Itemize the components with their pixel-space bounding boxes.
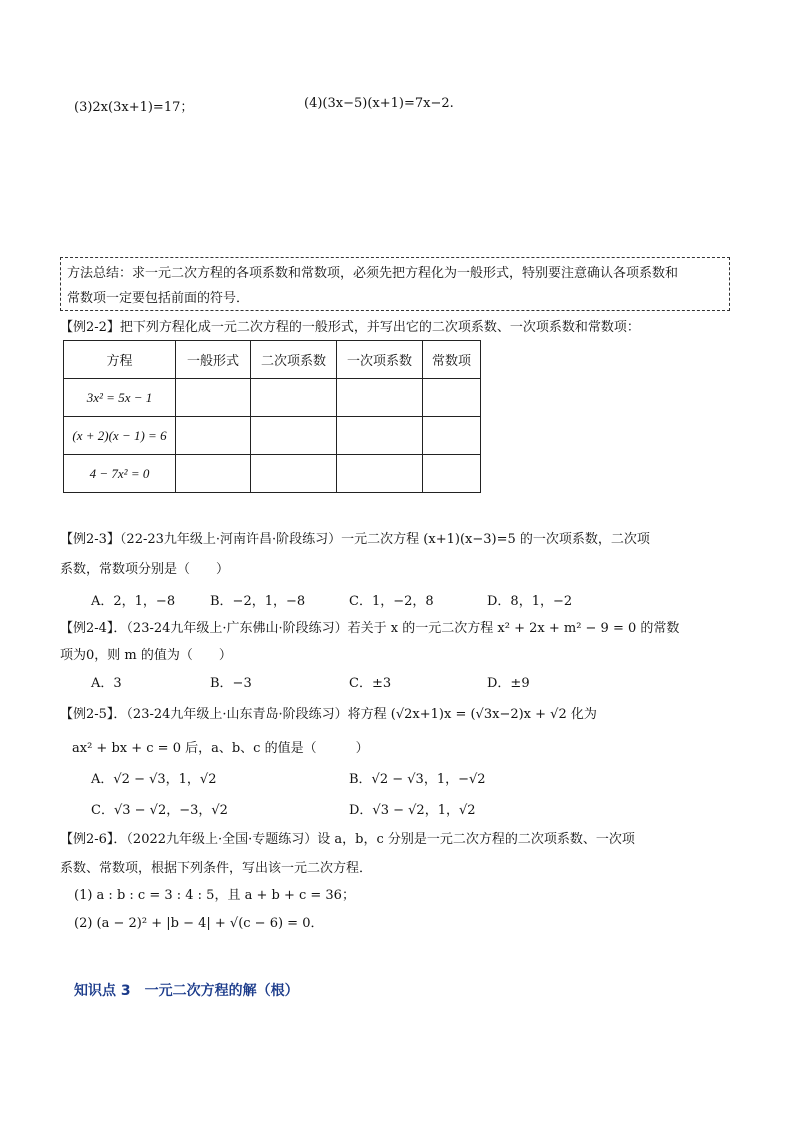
method-summary-line-1: 方法总结：求一元二次方程的各项系数和常数项，必须先把方程化为一般形式，特别要注意确认各项系数和 <box>67 266 679 281</box>
empty-cell <box>251 455 337 493</box>
empty-cell <box>423 379 481 417</box>
problem-4: (4)(3x−5)(x+1)=7x−2. <box>304 96 454 111</box>
example-2-5-line-2: ax² + bx + c = 0 后，a、b、c 的值是（ ） <box>72 741 369 756</box>
equation-cell: 3x² = 5x − 1 <box>64 379 176 417</box>
empty-cell <box>337 417 423 455</box>
empty-cell <box>251 379 337 417</box>
example-2-3-line-2: 系数，常数项分别是（ ） <box>60 562 230 577</box>
option-d: D．8，1，−2 <box>487 594 573 609</box>
table-header: 二次项系数 <box>251 341 337 379</box>
empty-cell <box>337 379 423 417</box>
method-summary-box <box>60 257 730 311</box>
option-a: A．2，1，−8 <box>91 594 176 609</box>
example-2-6-line-1: 【例2-6】．（2022九年级上·全国·专题练习）设 a，b，c 分别是一元二次方程的二次项系数、一次项 <box>60 832 635 847</box>
option-b: B．−2，1，−8 <box>210 594 306 609</box>
table-row <box>64 379 481 417</box>
equation-cell: (x + 2)(x − 1) = 6 <box>64 417 176 455</box>
empty-cell <box>251 417 337 455</box>
example-2-6-line-2: 系数、常数项，根据下列条件，写出该一元二次方程． <box>60 861 373 876</box>
table-header: 一般形式 <box>176 341 251 379</box>
section-heading: 知识点 3 一元二次方程的解（根） <box>74 983 299 999</box>
option-b: B．−3 <box>210 676 252 691</box>
example-2-4-line-2: 项为0，则 m 的值为（ ） <box>60 648 232 663</box>
empty-cell <box>423 417 481 455</box>
coefficient-table <box>63 340 481 493</box>
example-2-4-line-1: 【例2-4】．（23-24九年级上·广东佛山·阶段练习）若关于 x 的一元二次方程 x² + 2x + m² − 9 = 0 的常数 <box>60 621 680 636</box>
example-2-3-line-1: 【例2-3】（22-23九年级上·河南许昌·阶段练习）一元二次方程 (x+1)(x−3)=5 的一次项系数，二次项 <box>60 532 650 547</box>
empty-cell <box>337 455 423 493</box>
table-header: 一次项系数 <box>337 341 423 379</box>
method-summary-line-2: 常数项一定要包括前面的符号． <box>67 291 250 306</box>
condition-1: (1) a : b : c = 3 : 4 : 5，且 a + b + c = 36； <box>74 888 355 903</box>
empty-cell <box>423 455 481 493</box>
empty-cell <box>176 417 251 455</box>
example-2-5-line-1: 【例2-5】．（23-24九年级上·山东青岛·阶段练习）将方程 (√2x+1)x = (√3x−2)x + √2 化为 <box>60 707 597 722</box>
table-header-row <box>64 341 481 379</box>
option-a: A．√2 − √3，1，√2 <box>91 772 217 787</box>
option-c: C．√3 − √2，−3，√2 <box>91 803 228 818</box>
option-d: D．±9 <box>487 676 530 691</box>
condition-2: (2) (a − 2)² + |b − 4| + √(c − 6) = 0． <box>74 916 324 931</box>
empty-cell <box>176 379 251 417</box>
table-header: 常数项 <box>423 341 481 379</box>
table-row <box>64 417 481 455</box>
option-c: C．1，−2，8 <box>349 594 434 609</box>
option-d: D．√3 − √2，1，√2 <box>349 803 476 818</box>
table-row <box>64 455 481 493</box>
option-a: A．3 <box>91 676 122 691</box>
option-b: B．√2 − √3，1，−√2 <box>349 772 486 787</box>
example-2-2-prompt: 【例2-2】把下列方程化成一元二次方程的一般形式，并写出它的二次项系数、一次项系数和常数项： <box>60 320 640 335</box>
table-header: 方程 <box>64 341 176 379</box>
empty-cell <box>176 455 251 493</box>
option-c: C．±3 <box>349 676 392 691</box>
problem-3: (3)2x(3x+1)=17； <box>74 100 194 115</box>
equation-cell: 4 − 7x² = 0 <box>64 455 176 493</box>
